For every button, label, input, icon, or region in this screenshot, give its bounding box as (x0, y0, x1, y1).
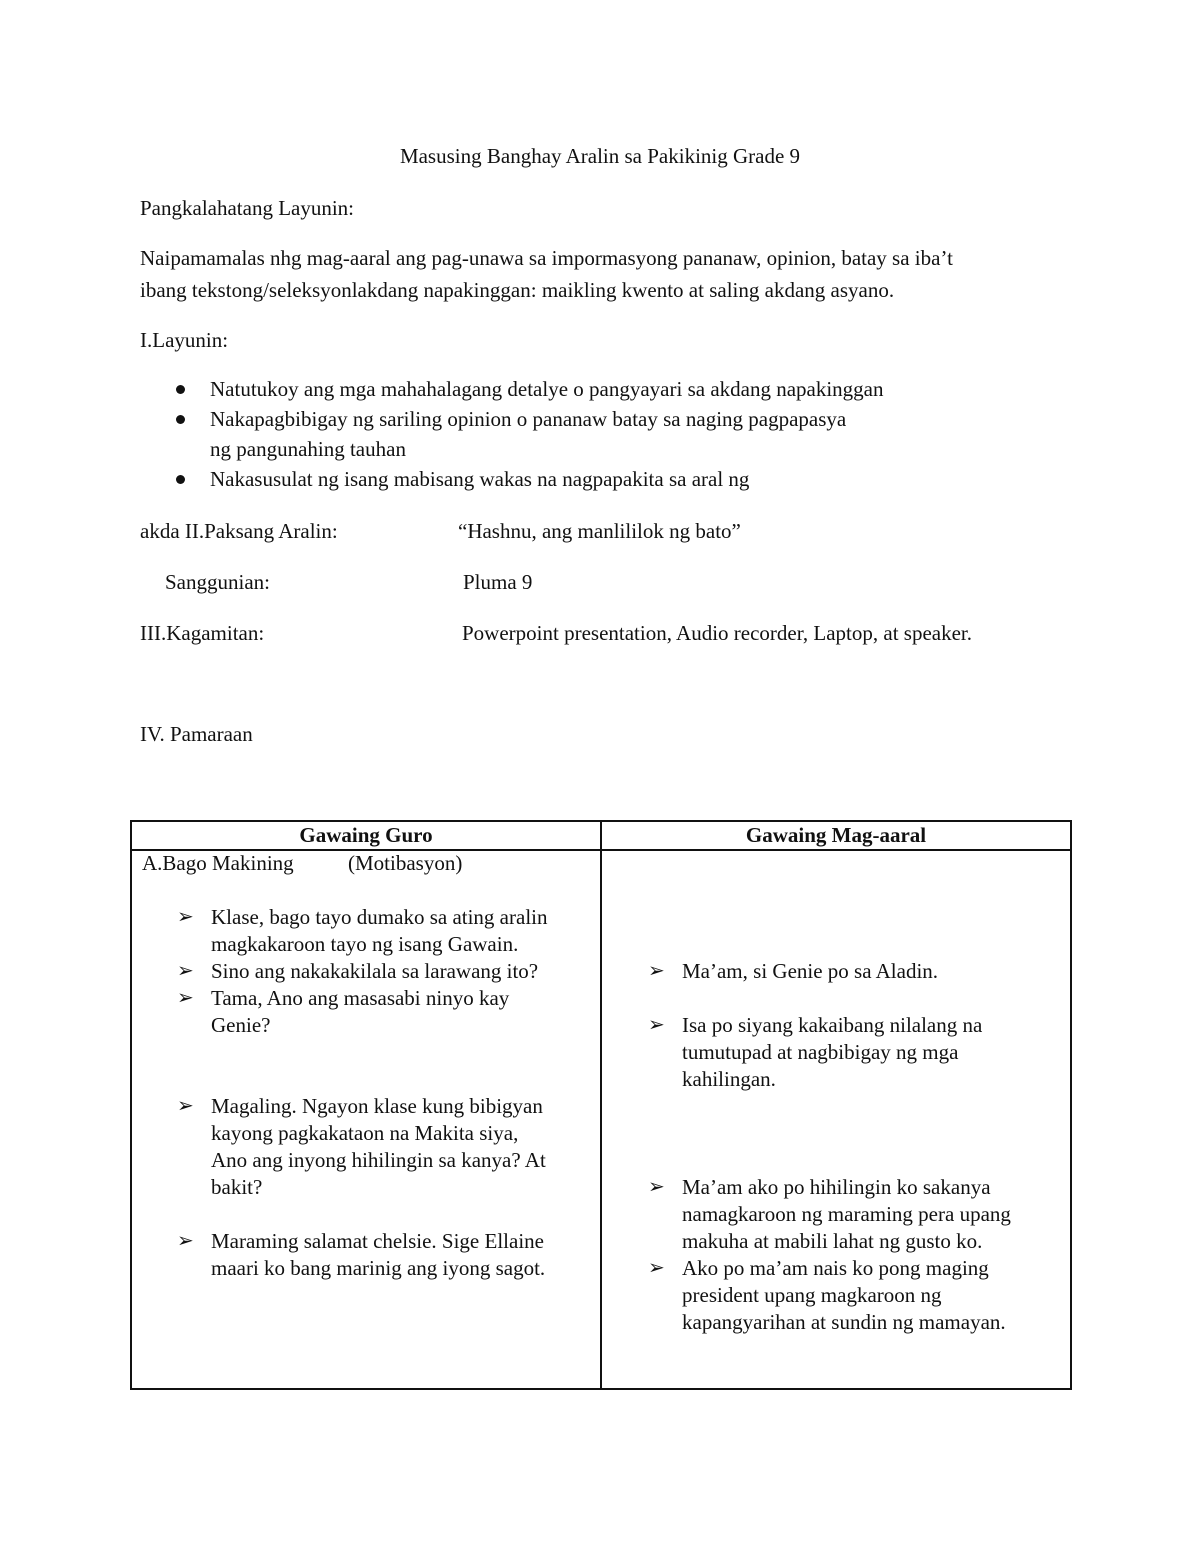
bullet-icon (176, 385, 185, 394)
arrow-bullet-icon: ➢ (648, 1014, 665, 1036)
arrow-bullet-icon: ➢ (177, 906, 194, 928)
general-objective-label: Pangkalahatang Layunin: (140, 196, 355, 220)
student-item-line: Ma’am, si Genie po sa Aladin. (682, 959, 939, 983)
student-item-line: namagkaroon ng maraming pera upang (682, 1202, 1011, 1226)
section-note: (Motibasyon) (348, 851, 463, 875)
arrow-bullet-icon: ➢ (177, 987, 194, 1009)
student-item-line: Ma’am ako po hihilingin ko sakanya (682, 1175, 991, 1199)
objective-text: Natutukoy ang mga mahahalagang detalye o pangyayari sa akdang napakinggan (210, 377, 884, 401)
objective-item (140, 404, 884, 464)
teacher-item-line: maari ko bang marinig ang iyong sagot. (211, 1256, 546, 1280)
arrow-bullet-icon: ➢ (648, 1176, 665, 1198)
objective-text-continued: ng pangunahing tauhan (210, 437, 406, 461)
reference-label: Sanggunian: (165, 570, 270, 594)
objectives-label: I.Layunin: (140, 328, 229, 352)
objectives-list (140, 374, 884, 494)
general-objective-line-1: Naipamamalas nhg mag-aaral ang pag-unawa sa impormasyong pananaw, opinion, batay sa iba’t (140, 246, 953, 270)
teacher-item-line: kayong pagkakataon na Makita siya, (211, 1121, 519, 1145)
teacher-item-line: Magaling. Ngayon klase kung bibigyan (211, 1094, 543, 1118)
bullet-icon (176, 475, 185, 484)
procedure-label: IV. Pamaraan (140, 722, 253, 746)
document-title: Masusing Banghay Aralin sa Pakikinig Grade 9 (399, 144, 801, 168)
student-item-line: tumutupad at nagbibigay ng mga (682, 1040, 959, 1064)
objective-item (140, 464, 884, 494)
student-item-line: makuha at mabili lahat ng gusto ko. (682, 1229, 983, 1253)
objective-text: Nakasusulat ng isang mabisang wakas na nagpapakita sa aral ng (210, 467, 750, 491)
materials-value: Powerpoint presentation, Audio recorder, Laptop, at speaker. (462, 621, 973, 645)
teacher-item-line: Sino ang nakakakilala sa larawang ito? (211, 959, 539, 983)
objective-text: Nakapagbibigay ng sariling opinion o pananaw batay sa naging pagpapasya (210, 407, 847, 431)
reference-value: Pluma 9 (463, 570, 533, 594)
arrow-bullet-icon: ➢ (177, 960, 194, 982)
teacher-item-line: Genie? (211, 1013, 271, 1037)
teacher-column-header: Gawaing Guro (299, 823, 433, 847)
subject-matter-value: “Hashnu, ang manlililok ng bato” (458, 519, 741, 543)
teacher-item-line: magkakaroon tayo ng isang Gawain. (211, 932, 519, 956)
student-item-line: Ako po ma’am nais ko pong maging (682, 1256, 989, 1280)
student-item-line: president upang magkaroon ng (682, 1283, 942, 1307)
materials-label: III.Kagamitan: (140, 621, 265, 645)
student-item-line: kapangyarihan at sundin ng mamayan. (682, 1310, 1006, 1334)
objective-item (140, 374, 884, 404)
teacher-item-line: Tama, Ano ang masasabi ninyo kay (211, 986, 510, 1010)
arrow-bullet-icon: ➢ (177, 1095, 194, 1117)
procedure-table (130, 820, 1072, 1390)
student-item-line: Isa po siyang kakaibang nilalang na (682, 1013, 983, 1037)
teacher-item-line: bakit? (211, 1175, 263, 1199)
teacher-item-line: Ano ang inyong hihilingin sa kanya? At (211, 1148, 546, 1172)
bullet-icon (176, 415, 185, 424)
column-divider (600, 822, 602, 1388)
arrow-bullet-icon: ➢ (648, 1257, 665, 1279)
arrow-bullet-icon: ➢ (177, 1230, 194, 1252)
teacher-item-line: Maraming salamat chelsie. Sige Ellaine (211, 1229, 544, 1253)
teacher-item-line: Klase, bago tayo dumako sa ating aralin (211, 905, 548, 929)
arrow-bullet-icon: ➢ (648, 960, 665, 982)
subject-matter-label: akda II.Paksang Aralin: (140, 519, 338, 543)
general-objective-line-2: ibang tekstong/seleksyonlakdang napakinggan: maikling kwento at saling akdang asyano. (140, 278, 895, 302)
student-column-header: Gawaing Mag-aaral (745, 823, 927, 847)
section-label: A.Bago Makining (142, 851, 294, 875)
student-item-line: kahilingan. (682, 1067, 776, 1091)
